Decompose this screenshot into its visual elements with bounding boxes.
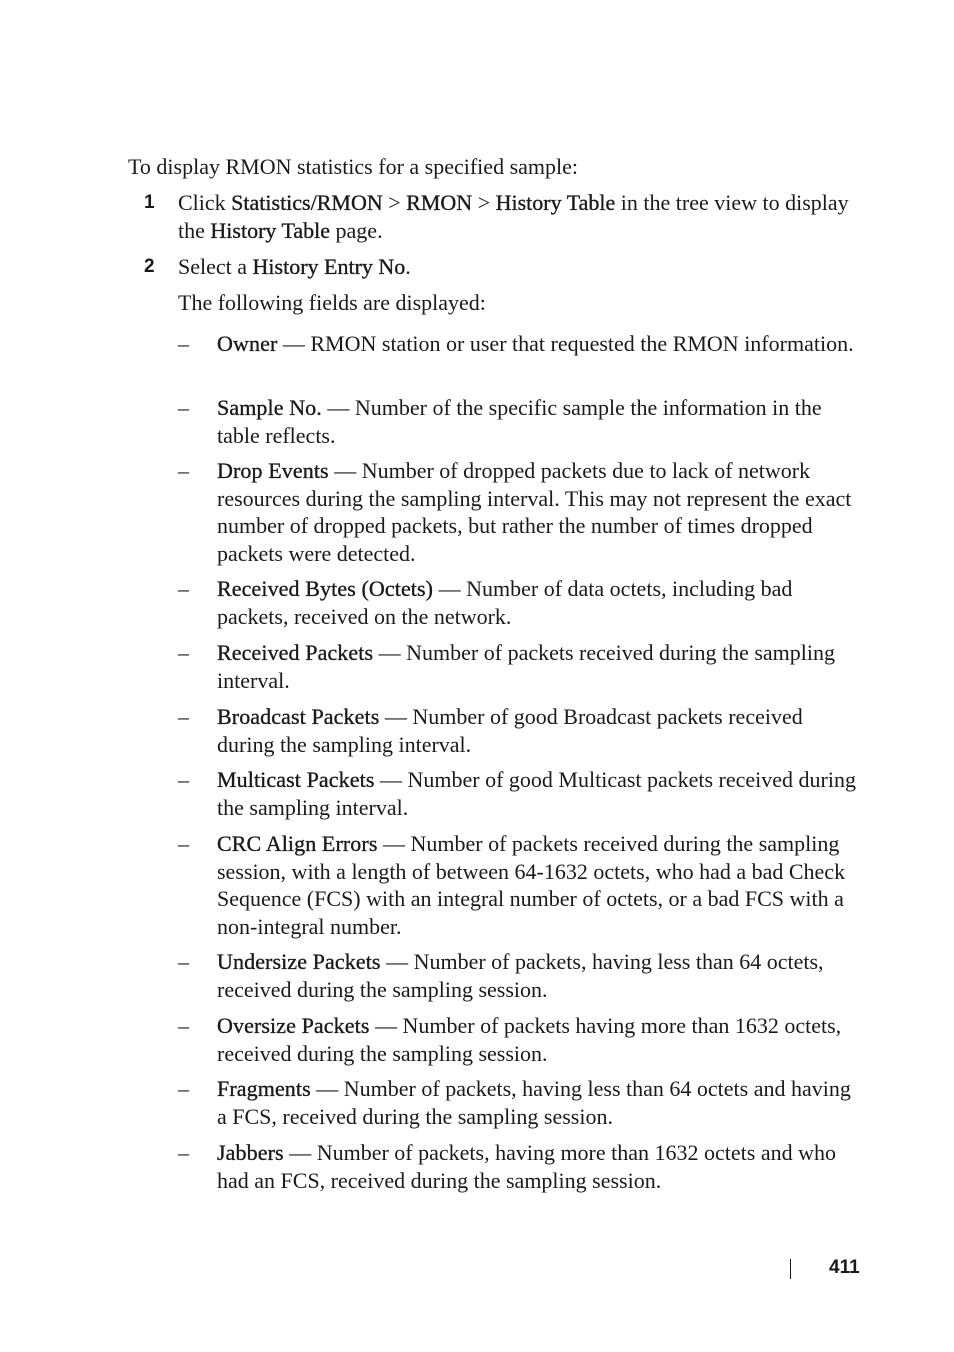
dash-bullet: – [178,1013,189,1038]
field-description: — Number of packets, having more than 1632 octets and who had an FCS, received during the sampling session. [217,1140,836,1193]
dash-bullet: – [178,831,189,856]
field-description: — RMON station or user that requested the RMON information. [277,331,854,356]
dash-bullet: – [178,704,189,729]
step-text: Select a [178,254,253,279]
dash-bullet: – [178,640,189,665]
field-description: — Number of dropped packets due to lack of network resources during the sampling interval. This may not represent the exact number of dropped packets, but rather the number of times dropped packets were detected. [217,458,852,566]
list-item [178,766,857,821]
intro-text: To display RMON statistics for a specified sample: [128,154,578,179]
list-item [178,1075,857,1130]
step-1 [144,189,858,244]
list-item [178,948,857,1003]
field-term: Received Bytes (Octets) [217,576,434,601]
field-description: — Number of packets, having less than 64 octets, received during the sampling session. [217,949,824,1002]
field-term: Undersize Packets [217,949,381,974]
menu-path-history-table: History Table [495,190,616,215]
field-term: Received Packets [217,640,374,665]
menu-path-statistics-rmon: Statistics/RMON [231,190,383,215]
dash-bullet: – [178,331,189,356]
field-term: Jabbers [217,1140,284,1165]
field-term: Sample No. [217,395,322,420]
step-text: page. [330,217,383,243]
step-text: Click [178,190,232,215]
list-item [178,639,857,694]
field-term: Drop Events [217,458,329,483]
dash-bullet: – [178,1140,189,1165]
field-name-history-entry-no: History Entry No [252,254,406,279]
list-item [178,330,857,358]
field-description: — Number of packets received during the sampling interval. [217,640,836,693]
field-description: — Number of good Broadcast packets received during the sampling interval. [217,704,803,757]
field-term: Multicast Packets [217,767,375,792]
field-term: Fragments [217,1076,311,1101]
field-description: — Number of data octets, including bad packets, received on the network. [217,576,793,629]
field-description: — Number of the specific sample the information in the table reflects. [217,395,822,448]
field-term: Owner [217,331,278,356]
page-number: 411 [829,1257,860,1278]
dash-bullet: – [178,1076,189,1101]
footer-divider [790,1259,791,1279]
field-description: — Number of packets having more than 1632 octets, received during the sampling session. [217,1013,842,1066]
step-2 [144,253,858,281]
dash-bullet: – [178,395,189,420]
step-text: in the tree view to display the [178,190,849,243]
field-term: Broadcast Packets [217,704,380,729]
field-description: — Number of packets received during the sampling session, with a length of between 64-1632 octets, who had a bad Check Sequence (FCS) with an integral number of octets, or a bad FCS with a non-integral number. [217,831,846,939]
dash-bullet: – [178,458,189,483]
dash-bullet: – [178,949,189,974]
field-term: CRC Align Errors [217,831,378,856]
field-description: — Number of good Multicast packets received during the sampling interval. [217,767,856,820]
step-number: 2 [144,256,155,277]
fields-intro-text: The following fields are displayed: [178,290,486,315]
dash-bullet: – [178,576,189,601]
menu-path-rmon: RMON [406,190,473,215]
step-number: 1 [144,192,155,213]
list-item [178,394,857,449]
step-text: . [405,254,411,279]
list-item [178,575,857,630]
list-item [178,703,857,758]
list-item [178,830,857,940]
dash-bullet: – [178,767,189,792]
list-item [178,1139,857,1194]
list-item [178,1012,857,1067]
field-description: — Number of packets, having less than 64 octets and having a FCS, received during the sampling session. [217,1076,851,1129]
path-separator: > [382,190,407,215]
list-item [178,457,857,567]
path-separator: > [472,190,496,215]
page-name-history-table: History Table [210,217,331,243]
field-term: Oversize Packets [217,1013,370,1038]
